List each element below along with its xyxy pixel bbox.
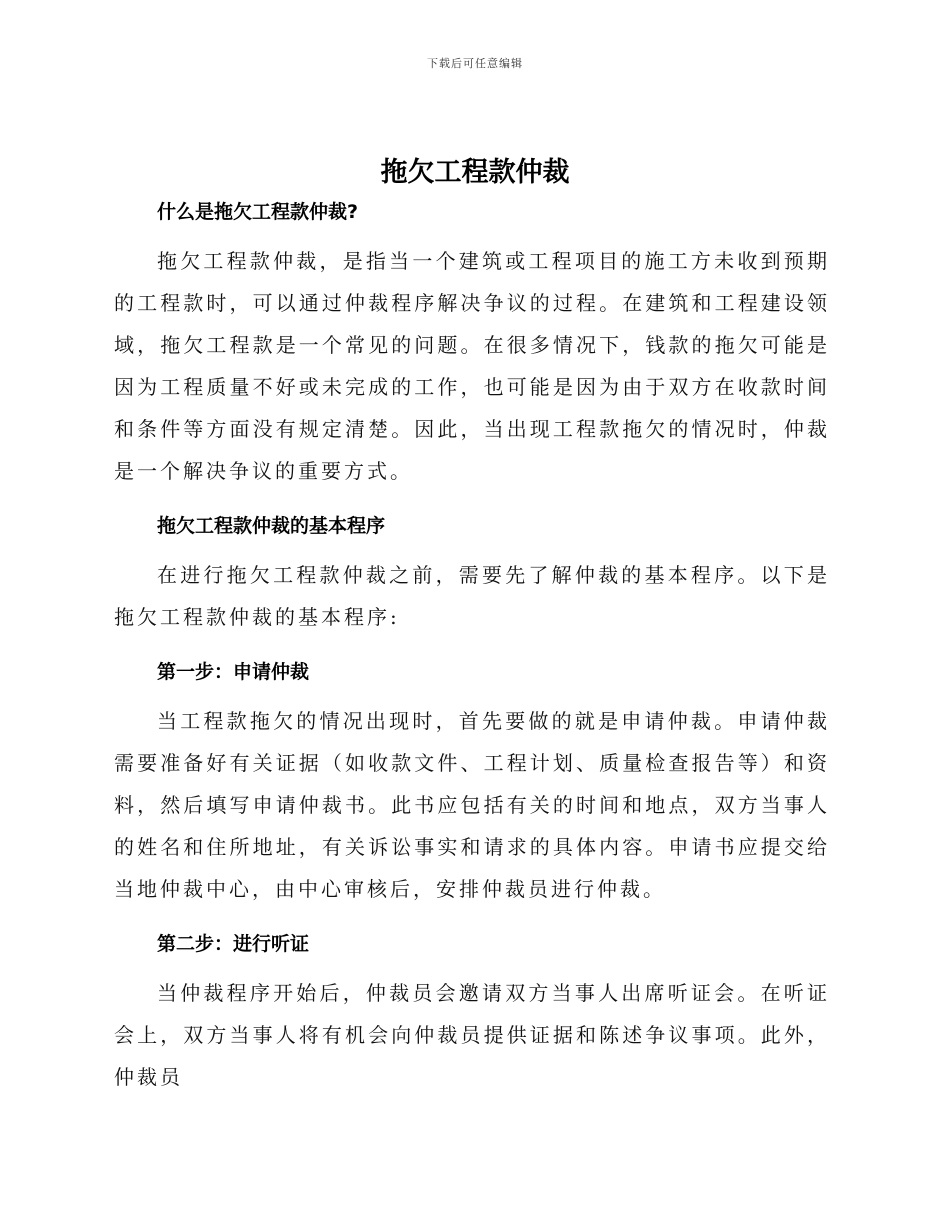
document-body	[114, 196, 830, 1098]
section-paragraph-what-is: 拖欠工程款仲裁，是指当一个建筑或工程项目的施工方未收到预期的工程款时，可以通过仲裁程序解决争议的过程。在建筑和工程建设领域，拖欠工程款是一个常见的问题。在很多情况下，钱款的拖欠可能是因为工程质量不好或未完成的工作，也可能是因为由于双方在收款时间和条件等方面没有规定清楚。因此，当出现工程款拖欠的情况时，仲裁是一个解决争议的重要方式。	[114, 249, 830, 483]
section-heading-what-is: 什么是拖欠工程款仲裁?	[157, 201, 359, 223]
section-heading-step-one: 第一步：申请仲裁	[157, 661, 310, 683]
section-paragraph-step-two: 当仲裁程序开始后，仲裁员会邀请双方当事人出席听证会。在听证会上，双方当事人将有机会向仲裁员提供证据和陈述争议事项。此外，仲裁员	[114, 981, 830, 1089]
section-heading-step-two: 第二步：进行听证	[157, 933, 310, 955]
section-heading-basic-procedure: 拖欠工程款仲裁的基本程序	[157, 515, 386, 537]
section-paragraph-step-one: 当工程款拖欠的情况出现时，首先要做的就是申请仲裁。申请仲裁需要准备好有关证据（如收款文件、工程计划、质量检查报告等）和资料，然后填写申请仲裁书。此书应包括有关的时间和地点，双方当事人的姓名和住所地址，有关诉讼事实和请求的具体内容。申请书应提交给当地仲裁中心，由中心审核后，安排仲裁员进行仲裁。	[114, 709, 830, 901]
page-header-note: 下载后可任意编辑	[427, 57, 523, 70]
document-title: 拖欠工程款仲裁	[380, 157, 570, 188]
section-paragraph-basic-procedure: 在进行拖欠工程款仲裁之前，需要先了解仲裁的基本程序。以下是拖欠工程款仲裁的基本程序:	[114, 563, 830, 629]
